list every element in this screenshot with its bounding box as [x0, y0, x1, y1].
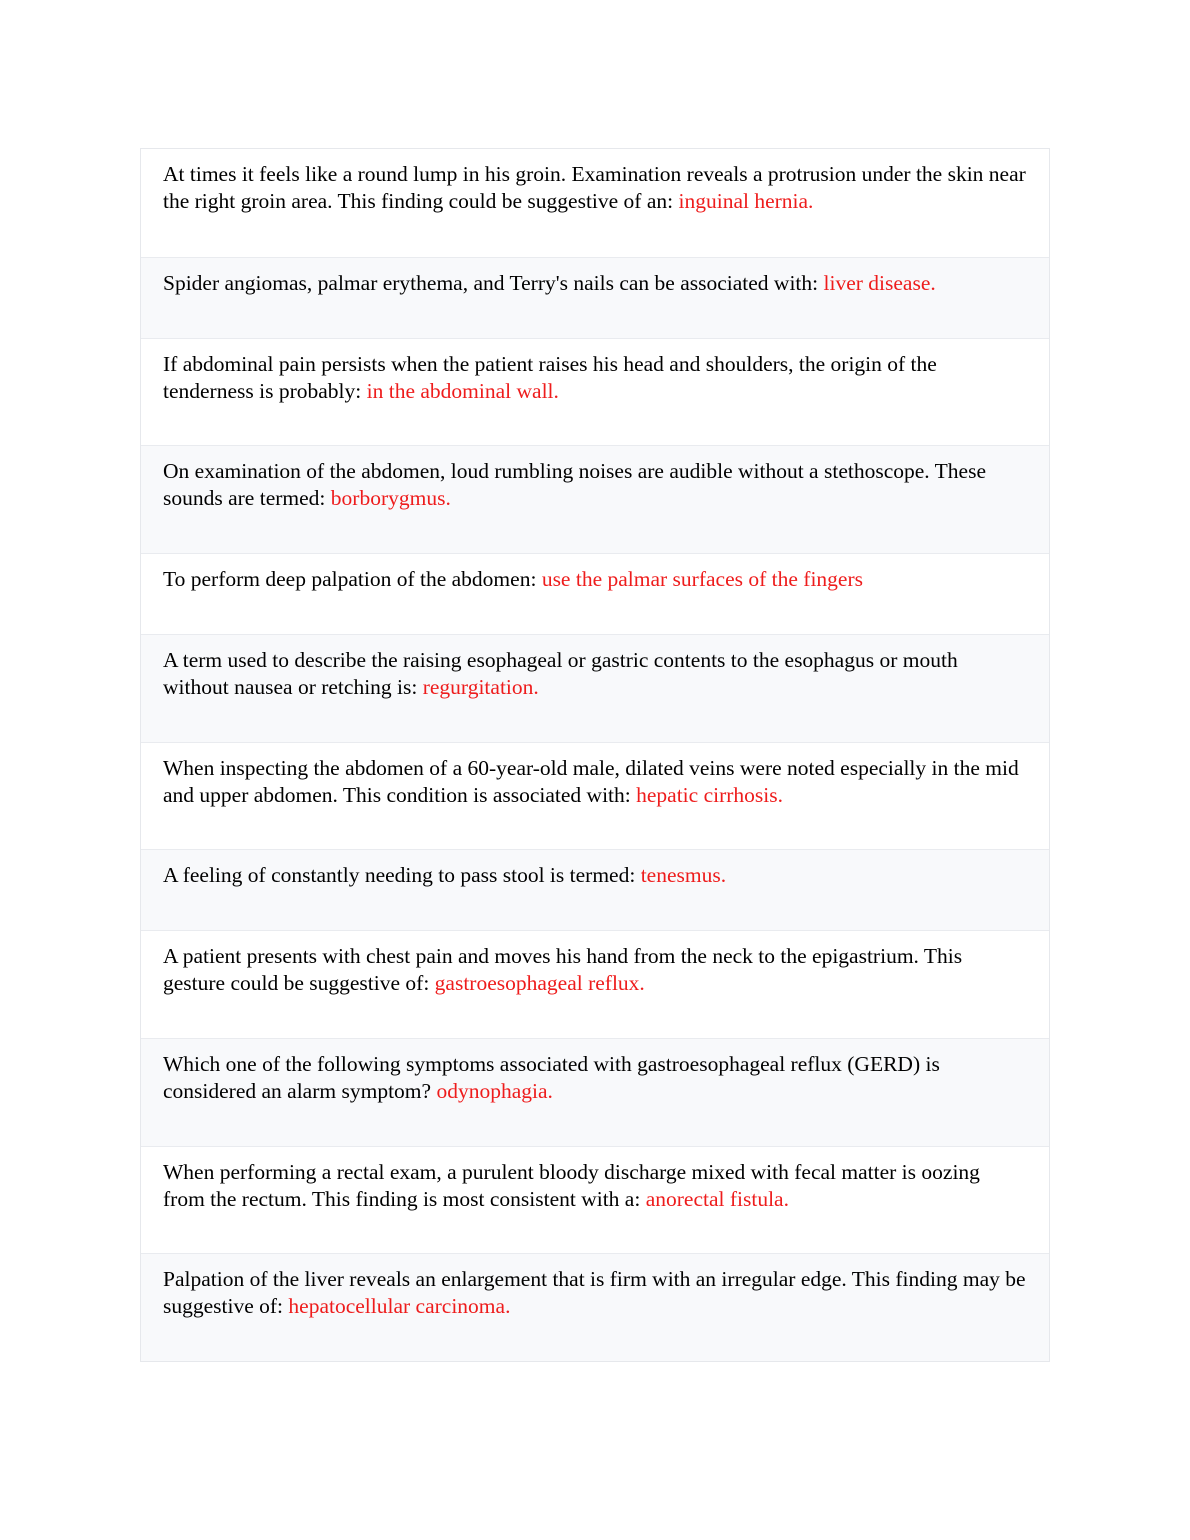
qa-row [141, 553, 1049, 634]
answer-text: borborygmus. [330, 486, 451, 510]
question-text: A term used to describe the raising esophageal or gastric contents to the esophagus or mouth without nausea or retching is: [163, 648, 958, 699]
question-text: If abdominal pain persists when the patient raises his head and shoulders, the origin of the tenderness is probably: [163, 352, 937, 403]
question-text: When inspecting the abdomen of a 60-year-old male, dilated veins were noted especially in the mid and upper abdomen. This condition is associated with: [163, 756, 1019, 807]
qa-row [141, 849, 1049, 930]
answer-text: gastroesophageal reflux. [434, 971, 645, 995]
answer-text: inguinal hernia. [678, 189, 814, 213]
qa-row [141, 1146, 1049, 1253]
answer-text: hepatic cirrhosis. [636, 783, 783, 807]
answer-text: anorectal fistula. [645, 1187, 789, 1211]
answer-text: hepatocellular carcinoma. [288, 1294, 511, 1318]
question-text: Palpation of the liver reveals an enlargement that is firm with an irregular edge. This finding may be suggestive of: [163, 1267, 1026, 1318]
qa-row [141, 1253, 1049, 1361]
answer-text: tenesmus. [640, 863, 727, 887]
answer-text: in the abdominal wall. [366, 379, 559, 403]
answer-text: use the palmar surfaces of the fingers [541, 567, 863, 591]
qa-row [141, 445, 1049, 553]
qa-row [141, 1038, 1049, 1146]
qa-row [141, 634, 1049, 742]
question-text: To perform deep palpation of the abdomen: [163, 567, 537, 591]
question-text: When performing a rectal exam, a purulent bloody discharge mixed with fecal matter is oozing from the rectum. This finding is most consistent with a: [163, 1160, 980, 1211]
qa-row [141, 257, 1049, 338]
question-text: Spider angiomas, palmar erythema, and Terry's nails can be associated with: [163, 271, 819, 295]
question-text: A patient presents with chest pain and moves his hand from the neck to the epigastrium. This gesture could be suggestive of: [163, 944, 963, 995]
qa-row [141, 742, 1049, 849]
question-text: Which one of the following symptoms associated with gastroesophageal reflux (GERD) is considered an alarm symptom? [163, 1052, 940, 1103]
question-text: On examination of the abdomen, loud rumbling noises are audible without a stethoscope. These sounds are termed: [163, 459, 986, 510]
question-text: A feeling of constantly needing to pass stool is termed: [163, 863, 636, 887]
answer-text: odynophagia. [436, 1079, 553, 1103]
qa-table [140, 148, 1050, 1362]
answer-text: regurgitation. [422, 675, 539, 699]
qa-row [141, 930, 1049, 1038]
answer-text: liver disease. [823, 271, 936, 295]
question-text: At times it feels like a round lump in his groin. Examination reveals a protrusion under the skin near the right groin area. This finding could be suggestive of an: [163, 162, 1026, 213]
qa-row [141, 149, 1049, 257]
qa-row [141, 338, 1049, 445]
